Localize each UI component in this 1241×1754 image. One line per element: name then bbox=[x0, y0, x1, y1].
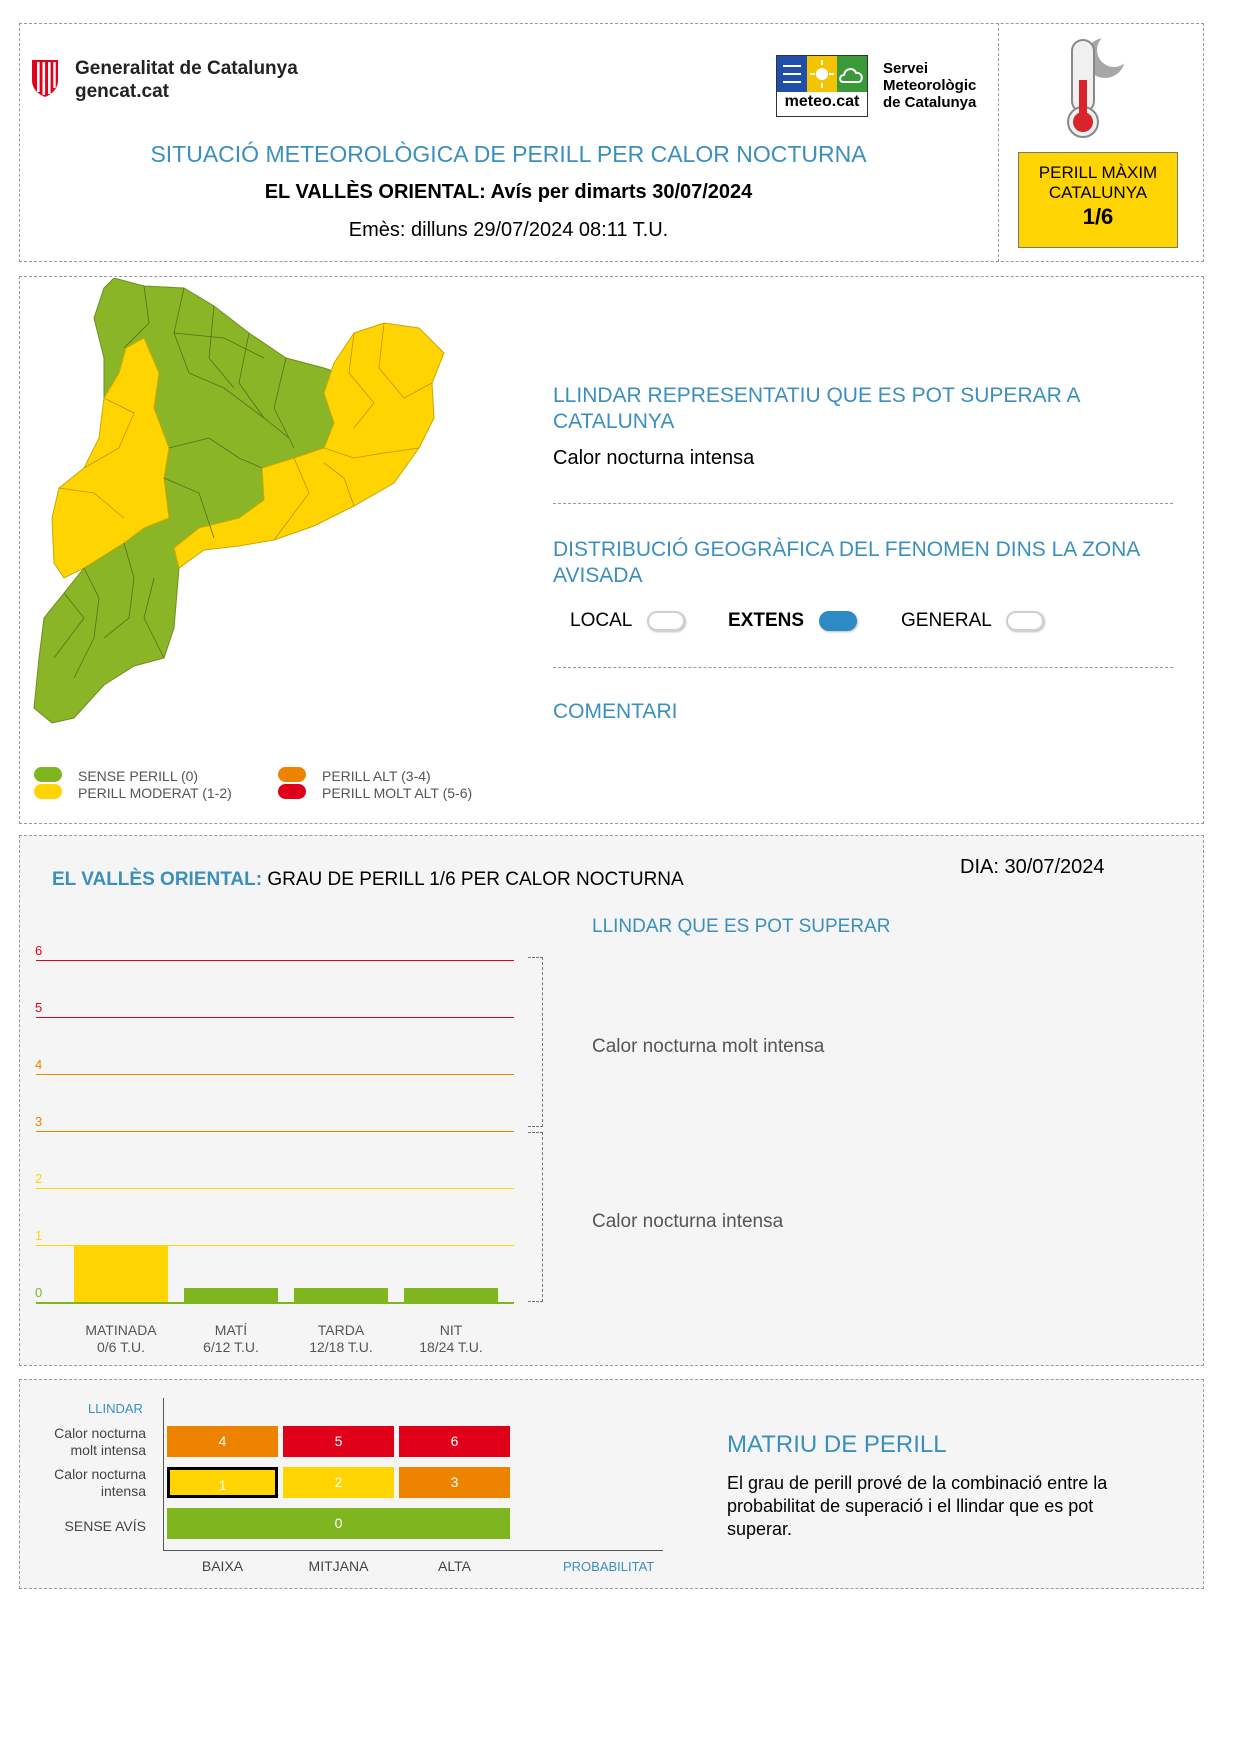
day-heading-text: GRAU DE PERILL 1/6 PER CALOR NOCTURNA bbox=[267, 869, 684, 890]
x-tick-name: MATINADA bbox=[85, 1322, 157, 1338]
max-danger-value: 1/6 bbox=[1082, 204, 1114, 229]
gridline-4 bbox=[36, 1074, 514, 1075]
matrix-col-label-3: ALTA bbox=[438, 1558, 471, 1574]
x-tick-name: MATÍ bbox=[214, 1322, 248, 1338]
matrix-title: MATRIU DE PERILL bbox=[727, 1431, 947, 1458]
distribution-extens-label: EXTENS bbox=[728, 610, 805, 631]
matrix-axis-title: LLINDAR bbox=[88, 1401, 143, 1416]
distribution-local[interactable] bbox=[570, 610, 685, 632]
gridline-3 bbox=[36, 1131, 514, 1132]
distribution-general-toggle[interactable] bbox=[1006, 611, 1044, 631]
x-tick-matí bbox=[176, 1322, 286, 1356]
x-tick-nit bbox=[396, 1322, 506, 1356]
matrix-cell-5: 5 bbox=[283, 1426, 394, 1457]
smc-name-1: Servei bbox=[883, 60, 929, 77]
threshold-bracket-low bbox=[528, 1132, 543, 1302]
gridline-5 bbox=[36, 1017, 514, 1018]
matrix-row-label-3: SENSE AVÍS bbox=[64, 1518, 146, 1534]
smc-logo bbox=[776, 55, 868, 117]
matrix-cell-3: 3 bbox=[399, 1467, 510, 1498]
notice-date: Avís per dimarts 30/07/2024 bbox=[490, 181, 753, 203]
x-tick-range: 12/18 T.U. bbox=[309, 1339, 373, 1355]
distribution-general[interactable] bbox=[901, 610, 1044, 632]
sun-icon bbox=[807, 56, 837, 92]
day-zone: EL VALLÈS ORIENTAL: bbox=[52, 869, 263, 890]
distribution-general-label: GENERAL bbox=[901, 610, 992, 631]
y-tick-0: 0 bbox=[35, 1285, 43, 1300]
page-title: SITUACIÓ METEOROLÒGICA DE PERILL PER CALOR NOCTURNA bbox=[150, 141, 867, 167]
y-tick-3: 3 bbox=[35, 1114, 43, 1129]
smc-name-3: de Catalunya bbox=[883, 94, 977, 111]
matrix-cell-0: 0 bbox=[167, 1508, 510, 1539]
legend-label-none: SENSE PERILL (0) bbox=[78, 768, 199, 784]
gridline-6 bbox=[36, 960, 514, 961]
threshold-title: LLINDAR REPRESENTATIU QUE ES POT SUPERAR A CATALUNYA bbox=[553, 384, 1080, 433]
matrix-cell-4: 4 bbox=[167, 1426, 278, 1457]
threshold-value: Calor nocturna intensa bbox=[553, 447, 755, 469]
distribution-extens-toggle[interactable] bbox=[819, 611, 857, 631]
day-heading bbox=[52, 869, 684, 891]
legend-label-very-high: PERILL MOLT ALT (5-6) bbox=[322, 785, 473, 801]
x-tick-matinada bbox=[66, 1322, 176, 1356]
gencat-name: Generalitat de Catalunya bbox=[75, 58, 298, 79]
max-danger-label-2: CATALUNYA bbox=[1048, 183, 1148, 202]
matrix-x-axis bbox=[163, 1550, 663, 1551]
x-tick-name: TARDA bbox=[317, 1322, 365, 1338]
threshold-high-label: Calor nocturna molt intensa bbox=[592, 1036, 825, 1057]
max-danger-badge bbox=[1018, 152, 1178, 248]
cloud-icon bbox=[837, 56, 867, 92]
legend-chip-very-high bbox=[278, 784, 306, 799]
y-tick-5: 5 bbox=[35, 1000, 43, 1015]
matrix-cell-2: 2 bbox=[283, 1467, 394, 1498]
gencat-url: gencat.cat bbox=[75, 81, 169, 102]
matrix-col-label-2: MITJANA bbox=[308, 1558, 369, 1574]
catalonia-map bbox=[24, 278, 504, 763]
y-tick-1: 1 bbox=[35, 1228, 43, 1243]
matrix-y-axis bbox=[163, 1398, 164, 1550]
smc-name-2: Meteorològic bbox=[883, 77, 977, 94]
matrix-cell-6: 6 bbox=[399, 1426, 510, 1457]
divider-1 bbox=[553, 503, 1173, 504]
bar-tarda bbox=[294, 1288, 388, 1302]
bar-matí bbox=[184, 1288, 278, 1302]
matrix-row-label-2: Calor nocturna intensa bbox=[54, 1466, 146, 1499]
legend-label-high: PERILL ALT (3-4) bbox=[322, 768, 431, 784]
gencat-logo bbox=[28, 56, 62, 103]
y-tick-6: 6 bbox=[35, 943, 43, 958]
matrix-description: El grau de perill prové de la combinació entre la probabilitat de superació i el llindar que es pot superar. bbox=[727, 1473, 1108, 1539]
day-panel bbox=[19, 835, 1204, 1366]
threshold-bracket-high bbox=[528, 957, 543, 1127]
issued-time: Emès: dilluns 29/07/2024 08:11 T.U. bbox=[348, 219, 669, 241]
chart-baseline bbox=[36, 1302, 514, 1304]
x-tick-range: 0/6 T.U. bbox=[97, 1339, 145, 1355]
max-danger-label-1: PERILL MÀXIM bbox=[1038, 163, 1158, 182]
legend-chip-moderate bbox=[34, 784, 62, 799]
matrix-col-label-1: BAIXA bbox=[201, 1558, 244, 1574]
threshold-low-label: Calor nocturna intensa bbox=[592, 1211, 784, 1232]
smc-logo-label: meteo.cat bbox=[784, 93, 860, 110]
x-tick-range: 18/24 T.U. bbox=[419, 1339, 483, 1355]
x-tick-name: NIT bbox=[439, 1322, 463, 1338]
day-threshold-title: LLINDAR QUE ES POT SUPERAR bbox=[592, 916, 891, 937]
bar-matinada bbox=[74, 1245, 168, 1302]
legend-label-moderate: PERILL MODERAT (1-2) bbox=[78, 785, 232, 801]
x-tick-range: 6/12 T.U. bbox=[203, 1339, 259, 1355]
matrix-x-title: PROBABILITAT bbox=[563, 1559, 655, 1574]
distribution-local-toggle[interactable] bbox=[647, 611, 685, 631]
matrix-row-label-1: Calor nocturna molt intensa bbox=[54, 1425, 146, 1458]
thermometer-moon-icon bbox=[1060, 30, 1130, 145]
comments-title: COMENTARI bbox=[553, 700, 678, 723]
bar-nit bbox=[404, 1288, 498, 1302]
gencat-emblem-icon bbox=[28, 56, 62, 98]
x-tick-tarda bbox=[286, 1322, 396, 1356]
distribution-extens[interactable] bbox=[728, 610, 857, 632]
gridline-2 bbox=[36, 1188, 514, 1189]
y-tick-2: 2 bbox=[35, 1171, 43, 1186]
y-tick-4: 4 bbox=[35, 1057, 43, 1072]
zone-notice bbox=[19, 181, 998, 204]
distribution-title: DISTRIBUCIÓ GEOGRÀFICA DEL FENOMEN DINS LA ZONA AVISADA bbox=[553, 538, 1140, 587]
day-date: DIA: 30/07/2024 bbox=[960, 856, 1105, 878]
header-divider bbox=[998, 23, 999, 262]
zone-name: EL VALLÈS ORIENTAL: bbox=[264, 181, 486, 203]
matrix-cell-1: 1 bbox=[167, 1467, 278, 1498]
waves-icon bbox=[777, 56, 807, 92]
distribution-local-label: LOCAL bbox=[570, 610, 632, 631]
catalonia-map-svg bbox=[24, 278, 504, 758]
legend-chip-high bbox=[278, 767, 306, 782]
legend-chip-none bbox=[34, 767, 62, 782]
divider-2 bbox=[553, 667, 1173, 668]
